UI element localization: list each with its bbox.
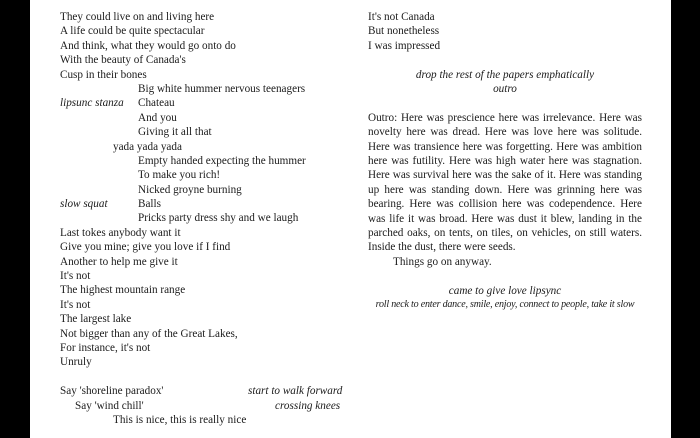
lyric-line: Nicked groyne burning [138,183,242,196]
lyric-line: This is nice, this is really nice [113,413,247,426]
lyric-line [60,96,366,110]
lyric-line: It's not [60,298,91,311]
lyric-line: Last tokes anybody want it [60,226,181,239]
lyric-text: Balls [138,198,161,211]
blank-line [368,269,642,283]
lyric-line: Big white hummer nervous teenagers [138,82,306,95]
lyric-line: With the beauty of Canada's [60,54,186,67]
lyric-line [60,197,366,211]
lyric-line: Empty handed expecting the hummer [138,154,306,167]
lyric-line: Giving it all that [138,126,212,139]
stage-direction: came to give love lipsync [448,284,562,297]
blank-line [60,370,366,384]
lyric-text: Chateau [138,97,175,110]
lyric-line: It's not Canada [368,11,435,23]
lyric-line [60,384,366,398]
lyric-line: They could live on and living here [60,11,215,23]
lyric-line [60,399,366,413]
blank-line [368,96,642,110]
outro-paragraph: Outro: Here was prescience here was irrelevance. Here was novelty here was dread. Here was love here was solitude. Here was transience here was forgetting. Here was ambition here was futility. Here was high water here was stagnation. Here was survival here was the sake of it. Here was standing up here was standing down. Here was grinning here was bearing. Here was collision here was codependence. Here was life it was broad. Here was dust it blew, landing in the parched oaks, on tents, on tiles, on vehicles, on still waters. Inside the dust, there were seeds. [368,111,642,254]
lyric-line: The largest lake [60,313,132,326]
letterbox-right [671,0,700,438]
lyric-line: To make you rich! [138,169,221,182]
right-column [368,10,642,312]
lyric-line: But nonetheless [368,25,440,38]
stage-direction: crossing knees [275,399,341,412]
lyric-line: And think, what they would go onto do [60,39,236,52]
stage-direction: outro [493,82,517,95]
stage-direction: roll neck to enter dance, smile, enjoy, connect to people, take it slow [375,298,635,310]
lyric-line: Give you mine; give you love if I find [60,241,231,254]
lyric-line: Cusp in their bones [60,68,147,81]
stage-direction: drop the rest of the papers emphatically [415,68,595,81]
lyric-line: Not bigger than any of the Great Lakes, [60,327,238,340]
lyric-line: Another to help me give it [60,255,178,268]
stage-direction: slow squat [60,198,108,211]
left-column [60,10,366,427]
lyric-line: And you [138,111,177,124]
lyric-line: A life could be quite spectacular [60,25,205,38]
blank-line [368,53,642,67]
document-page [30,0,671,438]
lyric-line: yada yada yada [113,140,182,153]
lyric-line: Pricks party dress shy and we laugh [138,212,299,225]
stage-direction: lipsunc stanza [60,97,124,110]
lyric-line: I was impressed [368,39,441,52]
lyric-line: For instance, it's not [60,341,151,354]
letterbox-left [0,0,30,438]
lyric-line: It's not [60,270,91,283]
lyric-line: The highest mountain range [60,284,186,297]
lyric-line: Unruly [60,356,92,369]
stage-direction: start to walk forward [248,385,343,398]
lyric-text: Say 'wind chill' [75,399,144,412]
lyric-line: Things go on anyway. [393,255,492,268]
lyric-text: Say 'shoreline paradox' [60,385,164,398]
